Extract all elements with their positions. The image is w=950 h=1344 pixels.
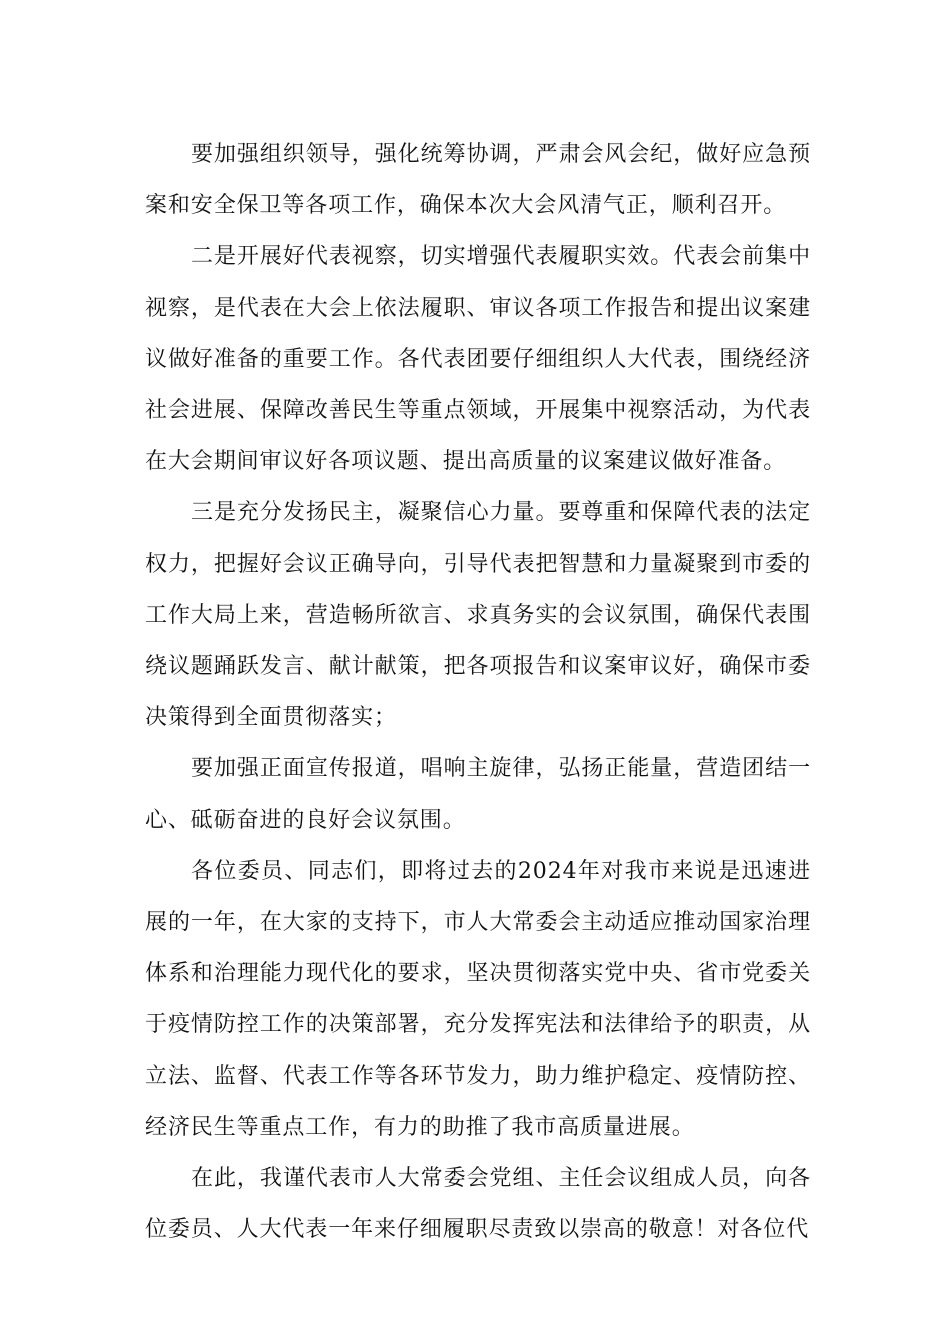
paragraph-1: 要加强组织领导，强化统筹协调，严肃会风会纪，做好应急预案和安全保卫等各项工作，确保本次大会风清气正，顺利召开。 xyxy=(145,142,811,219)
document-body xyxy=(145,129,811,1255)
paragraph-5: 各位委员、同志们，即将过去的2024年对我市来说是迅速进展的一年，在大家的支持下，市人大常委会主动适应推动国家治理体系和治理能力现代化的要求，坚决贯彻落实党中央、省市党委关于疫情防控工作的决策部署，充分发挥宪法和法律给予的职责，从立法、监督、代表工作等各环节发力，助力维护稳定、疫情防控、经济民生等重点工作，有力的助推了我市高质量进展。 xyxy=(145,858,811,1140)
paragraph-6: 在此，我谨代表市人大常委会党组、主任会议组成人员，向各位委员、人大代表一年来仔细履职尽责致以崇高的敬意！对各位代 xyxy=(145,1166,811,1243)
paragraph-4: 要加强正面宣传报道，唱响主旋律，弘扬正能量，营造团结一心、砥砺奋进的良好会议氛围。 xyxy=(145,756,811,833)
paragraph-3: 三是充分发扬民主，凝聚信心力量。要尊重和保障代表的法定权力，把握好会议正确导向，引导代表把智慧和力量凝聚到市委的工作大局上来，营造畅所欲言、求真务实的会议氛围，确保代表围绕议题踊跃发言、献计献策，把各项报告和议案审议好，确保市委决策得到全面贯彻落实； xyxy=(145,500,811,731)
paragraph-2: 二是开展好代表视察，切实增强代表履职实效。代表会前集中视察，是代表在大会上依法履职、审议各项工作报告和提出议案建议做好准备的重要工作。各代表团要仔细组织人大代表，围绕经济社会进展、保障改善民生等重点领域，开展集中视察活动，为代表在大会期间审议好各项议题、提出高质量的议案建议做好准备。 xyxy=(145,244,811,475)
